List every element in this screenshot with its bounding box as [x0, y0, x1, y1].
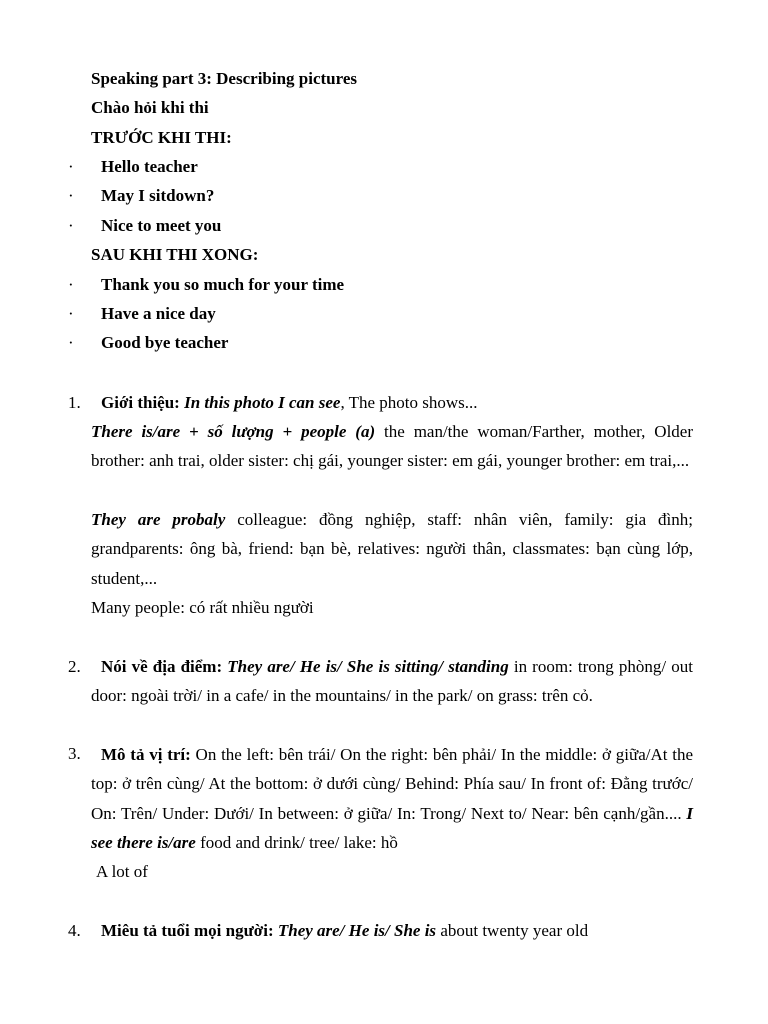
bullet-icon: ·: [68, 275, 74, 294]
document-title: Speaking part 3: Describing pictures: [91, 69, 358, 88]
section-1-paragraph-3: Many people: có rất nhiều người: [91, 598, 314, 617]
bullet-icon: ·: [68, 304, 74, 323]
section-4-paragraph: Miêu tả tuổi mọi người: They are/ He is/ She is about twenty year old: [101, 921, 589, 940]
section-number: 4.: [68, 921, 81, 940]
list-item: Good bye teacher: [101, 333, 229, 352]
section-number: 3.: [68, 744, 81, 763]
section-lead: In this photo I can see: [184, 393, 341, 412]
bullet-icon: ·: [68, 333, 74, 352]
section-1-paragraph-1: There is/are + số lượng + people (a) the man/the woman/Farther, mother, Older brother: anh trai, older sister: chị gái, younger sister: em gái, younger brother: em trai,...: [91, 422, 693, 471]
list-item: Have a nice day: [101, 304, 216, 323]
list-item: Nice to meet you: [101, 216, 222, 235]
section-1-paragraph-2: They are probaly colleague: đồng nghiệp, staff: nhân viên, family: gia đình; grandparents: ông bà, friend: bạn bè, relatives: người thân, classmates: bạn cùng lớp, student,...: [91, 510, 693, 588]
bullet-icon: ·: [68, 216, 74, 235]
bullet-icon: ·: [68, 186, 74, 205]
section-number: 2.: [68, 657, 81, 676]
section-title: Giới thiệu:: [101, 393, 180, 412]
section-text: , The photo shows...: [340, 393, 478, 412]
list-item: May I sitdown?: [101, 186, 215, 205]
section-1-heading: [101, 393, 478, 413]
document-subtitle: Chào hỏi khi thi: [91, 98, 209, 117]
section-3-extra: A lot of: [96, 862, 148, 881]
before-exam-heading: TRƯỚC KHI THI:: [91, 128, 232, 147]
bullet-icon: ·: [68, 157, 74, 176]
after-exam-heading: SAU KHI THI XONG:: [91, 245, 259, 264]
list-item: Hello teacher: [101, 157, 198, 176]
section-3-paragraph: Mô tả vị trí: On the left: bên trái/ On the right: bên phải/ In the middle: ở giữa/At the top: ở trên cùng/ At the bottom: ở dưới cùng/ Behind: Phía sau/ In front of: Đằng trước/ On: Trên/ Under: Dưới/ In between: ở giữa/ In: Trong/ Next to/ Near: bên cạnh/gần.... I see there is/are food and drink/ tree/ lake: hồ: [91, 745, 693, 853]
section-number: 1.: [68, 393, 81, 412]
list-item: Thank you so much for your time: [101, 275, 345, 294]
section-2-paragraph: Nói về địa điểm: They are/ He is/ She is sitting/ standing in room: trong phòng/ out door: ngoài trời/ in a cafe/ in the mountains/ in the park/ on grass: trên cỏ.: [91, 657, 693, 706]
